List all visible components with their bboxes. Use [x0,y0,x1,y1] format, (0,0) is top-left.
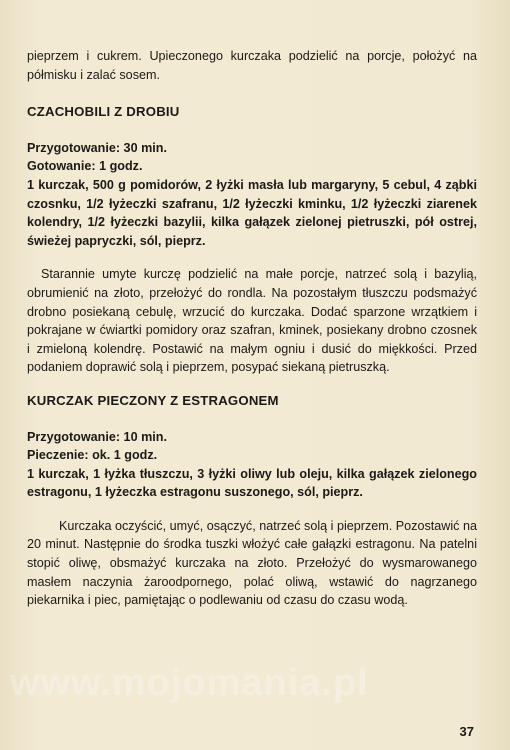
recipe-1-cook-time: Gotowanie: 1 godz. [27,159,143,174]
recipe-2-title: KURCZAK PIECZONY Z ESTRAGONEM [27,392,279,408]
recipe-2-method: Kurczaka oczyścić, umyć, osączyć, natrzeć solą i pieprzem. Pozostawić na 20 minut. Następnie do środka tuszki włożyć całe gałązki estragonu. Na patelni stopić oliwę, obsmażyć kurczaka na złoto. Przełożyć do wysmarowanego masłem naczynia żaroodpornego, polać oliwą, wstawić do nagrzanego piekarnika i piec, pamiętając o podlewaniu od czasu do czasu wodą. [27,518,477,608]
watermark-text: www.mojomania.pl [10,662,369,704]
recipe-1-title: CZACHOBILI Z DROBIU [27,104,180,120]
recipe-2-cook-time: Pieczenie: ok. 1 godz. [27,448,158,463]
recipe-2-prep-time: Przygotowanie: 10 min. [27,429,167,444]
recipe-1-prep-time: Przygotowanie: 30 min. [27,140,167,155]
page-number: 37 [459,724,474,739]
intro-text: pieprzem i cukrem. Upieczonego kurczaka podzielić na porcje, położyć na półmisku i zalać sosem. [27,49,477,82]
recipe-2-ingredients: 1 kurczak, 1 łyżka tłuszczu, 3 łyżki oliwy lub oleju, kilka gałązek zielonego estragonu, 1 łyżeczka estragonu suszonego, sól, pieprz. [27,466,477,500]
recipe-1-method: Starannie umyte kurczę podzielić na małe porcje, natrzeć solą i bazylią, obrumienić na złoto, przełożyć do rondla. Na pozostałym tłuszczu podsmażyć drobno posiekaną cebulę, wrzucić do kurczaka. Dodać sparzone wrzątkiem i pokrajane w ćwiartki pomidory oraz szafran, kminek, posiekany drobno czosnek i zmieloną kolendrę. Postawić na małym ogniu i dusić do miękkości. Przed podaniem doprawić solą i pieprzem, posypać siekaną pietruszką. [27,267,477,375]
page-content [27,47,477,625]
recipe-1-ingredients: 1 kurczak, 500 g pomidorów, 2 łyżki masła lub margaryny, 5 cebul, 4 ząbki czosnku, 1/2 łyżeczki szafranu, 1/2 łyżeczki kminku, 1/2 łyżeczki ziarenek kolendry, 1/2 łyżeczki bazylii, kilka gałązek zielonej pietruszki, pół ostrej, świeżej papryczki, sól, pieprz. [27,177,477,248]
